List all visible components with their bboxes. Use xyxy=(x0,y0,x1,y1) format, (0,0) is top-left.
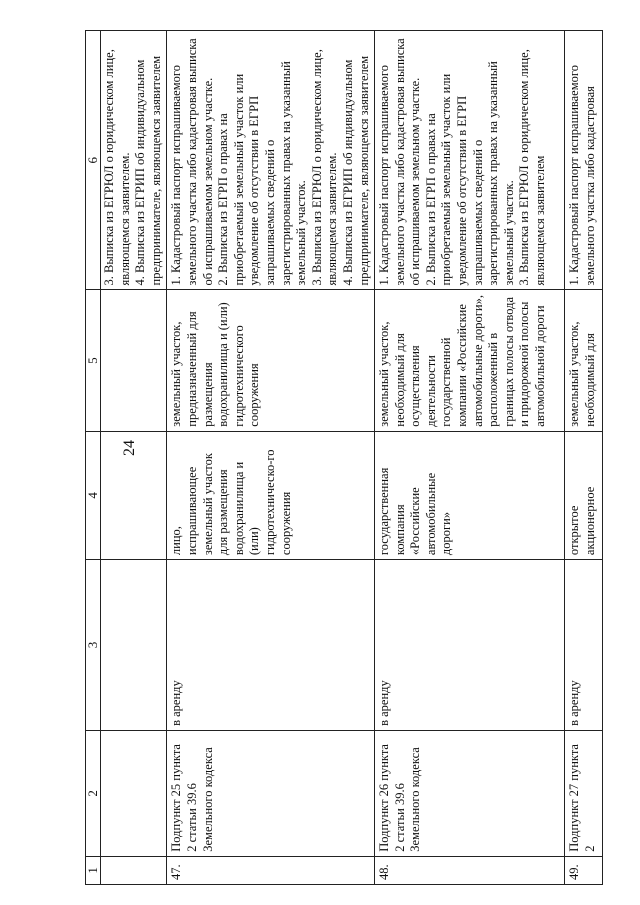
row-number-cell: 48. xyxy=(375,856,565,884)
applicant-cell: государственная компания «Российские автомобильные дороги» xyxy=(375,431,565,559)
applicant-cell: открытое акционерное xyxy=(565,431,603,559)
column-number-header: 4 xyxy=(86,431,101,559)
land-parcel-cell: земельный участок, необходимый для xyxy=(565,290,603,431)
land-parcel-cell: земельный участок, необходимый для осуществления деятельности государственной компании «Российские автомобильные дороги», расположенный в границах полосы отвода и придорожной полосы автомобильной дороги xyxy=(375,290,565,431)
table-cell xyxy=(101,290,167,431)
table-row xyxy=(375,31,565,885)
column-number-header: 2 xyxy=(86,730,101,856)
row-number-cell: 47. xyxy=(167,856,375,884)
legal-basis-cell: Подпункт 25 пункта 2 статьи 39.6 Земельного кодекса xyxy=(167,730,375,856)
page-number: 24 xyxy=(121,440,138,456)
document-table xyxy=(85,30,603,885)
table-cell xyxy=(101,730,167,856)
provision-type-cell: в аренду xyxy=(167,560,375,731)
legal-basis-cell: Подпункт 26 пункта 2 статьи 39.6 Земельного кодекса xyxy=(375,730,565,856)
continuation-row xyxy=(101,31,167,885)
legal-basis-cell: Подпункт 27 пункта 2 xyxy=(565,730,603,856)
provision-type-cell: в аренду xyxy=(375,560,565,731)
table-cell xyxy=(101,431,167,559)
provision-type-cell: в аренду xyxy=(565,560,603,731)
table-cell xyxy=(101,856,167,884)
table-row xyxy=(565,31,603,885)
table-row xyxy=(167,31,375,885)
column-number-header: 3 xyxy=(86,560,101,731)
column-number-header: 5 xyxy=(86,290,101,431)
table-header-row xyxy=(86,31,101,885)
table-cell xyxy=(101,560,167,731)
documents-cell: 1. Кадастровый паспорт испрашиваемого земельного участка либо кадастровая выписка об испрашиваемом земельном участке. 2. Выписка из ЕГРП о правах на приобретаемый земельный участок или уведомление об отсутствии в ЕГРП запрашиваемых сведений о зарегистрированных правах на указанный земельный участок. 3. Выписка из ЕГРЮЛ о юридическом лице, являющемся заявителем. 4. Выписка из ЕГРИП об индивидуальном предпринимателе, являющемся заявителем xyxy=(167,31,375,290)
documents-cell: 3. Выписка из ЕГРЮЛ о юридическом лице, являющемся заявителем. 4. Выписка из ЕГРИП об индивидуальном предпринимателе, являющемся заявителем xyxy=(101,31,167,290)
land-parcel-cell: земельный участок, предназначенный для размещения водохранилища и (или) гидротехнического сооружения xyxy=(167,290,375,431)
documents-cell: 1. Кадастровый паспорт испрашиваемого земельного участка либо кадастровая выписка об испрашиваемом земельном участке. 2. Выписка из ЕГРП о правах на приобретаемый земельный участок или уведомление об отсутствии в ЕГРП запрашиваемых сведений о зарегистрированных правах на указанный земельный участок. 3. Выписка из ЕГРЮЛ о юридическом лице, являющемся заявителем xyxy=(375,31,565,290)
column-number-header: 6 xyxy=(86,31,101,290)
rotated-table-wrapper xyxy=(85,30,597,885)
applicant-cell: лицо, испрашивающее земельный участок для размещения водохранилища и (или) гидротехническо-го сооружения xyxy=(167,431,375,559)
documents-cell: 1. Кадастровый паспорт испрашиваемого земельного участка либо кадастровая xyxy=(565,31,603,290)
column-number-header: 1 xyxy=(86,856,101,884)
row-number-cell: 49. xyxy=(565,856,603,884)
